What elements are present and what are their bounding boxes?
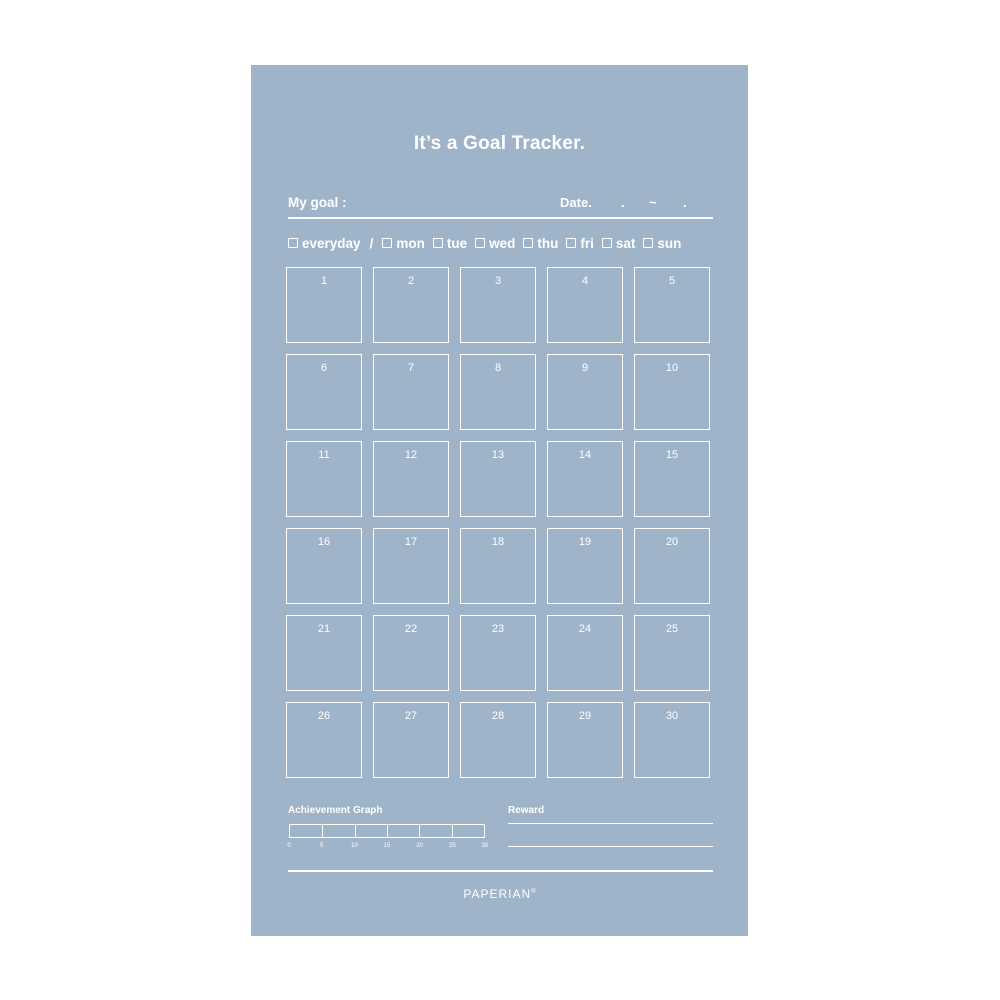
day-cell-number: 6 xyxy=(320,362,328,374)
checkbox-icon[interactable] xyxy=(433,238,443,248)
day-cell[interactable] xyxy=(373,267,449,343)
day-cell[interactable] xyxy=(373,528,449,604)
tracker-grid xyxy=(286,267,713,780)
day-cell[interactable] xyxy=(547,528,623,604)
date-separator: . xyxy=(683,195,687,210)
day-cell[interactable] xyxy=(286,528,362,604)
day-label: sun xyxy=(657,235,682,251)
day-option-mon[interactable] xyxy=(382,236,425,251)
graph-divider xyxy=(355,825,356,837)
day-cell[interactable] xyxy=(634,441,710,517)
day-cell-number: 18 xyxy=(491,536,505,548)
day-cell-number: 7 xyxy=(407,362,415,374)
graph-tick-label: 25 xyxy=(448,843,456,849)
day-cell-number: 25 xyxy=(665,623,679,635)
day-option-wed[interactable] xyxy=(475,236,515,251)
day-cell-number: 9 xyxy=(581,362,589,374)
graph-tick-label: 0 xyxy=(287,843,291,849)
goal-label: My goal : xyxy=(288,195,347,210)
graph-tick-label: 15 xyxy=(383,843,391,849)
day-cell-number: 23 xyxy=(491,623,505,635)
days-separator: / xyxy=(369,235,374,251)
day-label: fri xyxy=(580,235,594,251)
graph-divider xyxy=(322,825,323,837)
day-cell[interactable] xyxy=(547,267,623,343)
day-cell[interactable] xyxy=(373,441,449,517)
day-cell[interactable] xyxy=(286,441,362,517)
day-label: thu xyxy=(537,235,559,251)
day-option-fri[interactable] xyxy=(566,236,594,251)
graph-divider xyxy=(452,825,453,837)
day-cell-number: 20 xyxy=(665,536,679,548)
day-cell[interactable] xyxy=(286,702,362,778)
day-cell[interactable] xyxy=(634,528,710,604)
page-title: It’s a Goal Tracker. xyxy=(413,133,586,154)
date-label: Date. xyxy=(560,195,592,210)
checkbox-icon[interactable] xyxy=(602,238,612,248)
day-cell-number: 17 xyxy=(404,536,418,548)
day-cell[interactable] xyxy=(547,615,623,691)
day-cell-number: 26 xyxy=(317,710,331,722)
day-cell[interactable] xyxy=(373,354,449,430)
day-option-thu[interactable] xyxy=(523,236,558,251)
day-label: tue xyxy=(446,235,468,251)
day-cell[interactable] xyxy=(634,354,710,430)
checkbox-icon[interactable] xyxy=(288,238,298,248)
day-cell[interactable] xyxy=(373,702,449,778)
day-option-tue[interactable] xyxy=(433,236,467,251)
day-cell-number: 30 xyxy=(665,710,679,722)
day-cell[interactable] xyxy=(373,615,449,691)
graph-tick-label: 5 xyxy=(319,843,324,849)
day-cell-number: 28 xyxy=(491,710,505,722)
day-cell[interactable] xyxy=(460,354,536,430)
reward-line[interactable] xyxy=(508,846,713,847)
day-cell[interactable] xyxy=(634,702,710,778)
day-cell-number: 27 xyxy=(404,710,418,722)
bottom-divider xyxy=(288,870,713,872)
goal-tracker-card xyxy=(251,65,748,936)
day-cell[interactable] xyxy=(460,528,536,604)
day-cell[interactable] xyxy=(460,615,536,691)
day-cell-number: 11 xyxy=(318,449,330,461)
day-cell-number: 22 xyxy=(404,623,418,635)
day-cell-number: 15 xyxy=(665,449,679,461)
checkbox-icon[interactable] xyxy=(475,238,485,248)
day-cell[interactable] xyxy=(286,267,362,343)
day-cell[interactable] xyxy=(286,615,362,691)
day-option-sun[interactable] xyxy=(643,236,681,251)
graph-divider xyxy=(419,825,420,837)
date-separator: . xyxy=(621,195,625,210)
day-cell-number: 2 xyxy=(407,275,415,287)
checkbox-icon[interactable] xyxy=(523,238,533,248)
day-cell-number: 1 xyxy=(320,275,328,287)
day-label: sat xyxy=(615,235,636,251)
day-cell-number: 19 xyxy=(578,536,592,548)
brand-logo xyxy=(251,887,748,901)
checkbox-icon[interactable] xyxy=(566,238,576,248)
day-cell[interactable] xyxy=(460,267,536,343)
goal-line xyxy=(288,217,713,219)
checkbox-icon[interactable] xyxy=(643,238,653,248)
checkbox-icon[interactable] xyxy=(382,238,392,248)
graph-tick-label: 10 xyxy=(350,843,358,849)
day-cell-number: 10 xyxy=(665,362,679,374)
day-cell[interactable] xyxy=(460,441,536,517)
day-cell[interactable] xyxy=(634,267,710,343)
day-option-everyday[interactable] xyxy=(288,236,361,251)
day-cell[interactable] xyxy=(547,441,623,517)
day-cell-number: 5 xyxy=(668,275,676,287)
achievement-graph[interactable] xyxy=(289,824,485,838)
day-cell[interactable] xyxy=(286,354,362,430)
day-cell[interactable] xyxy=(634,615,710,691)
day-cell[interactable] xyxy=(460,702,536,778)
day-selector xyxy=(288,235,681,251)
day-cell-number: 3 xyxy=(494,275,502,287)
graph-divider xyxy=(387,825,388,837)
day-cell-number: 29 xyxy=(578,710,592,722)
day-option-sat[interactable] xyxy=(602,236,636,251)
reward-label: Reward xyxy=(508,805,545,816)
day-label: mon xyxy=(396,235,425,251)
day-cell-number: 21 xyxy=(317,623,331,635)
registered-mark: ® xyxy=(531,889,536,895)
day-cell-number: 14 xyxy=(578,449,592,461)
reward-line[interactable] xyxy=(508,823,713,824)
graph-tick-label: 20 xyxy=(416,843,423,849)
day-label: wed xyxy=(489,235,516,251)
day-label: everyday xyxy=(302,235,361,251)
graph-tick-label: 30 xyxy=(481,843,489,849)
achievement-graph-label: Achievement Graph xyxy=(288,805,383,816)
day-cell-number: 8 xyxy=(494,362,502,374)
day-cell-number: 13 xyxy=(491,449,505,461)
day-cell-number: 16 xyxy=(317,536,331,548)
day-cell-number: 24 xyxy=(578,623,592,635)
brand-name: PAPERIAN xyxy=(463,887,532,901)
day-cell[interactable] xyxy=(547,354,623,430)
day-cell-number: 4 xyxy=(581,275,589,287)
day-cell[interactable] xyxy=(547,702,623,778)
date-separator: ~ xyxy=(649,195,657,210)
day-cell-number: 12 xyxy=(404,449,418,461)
